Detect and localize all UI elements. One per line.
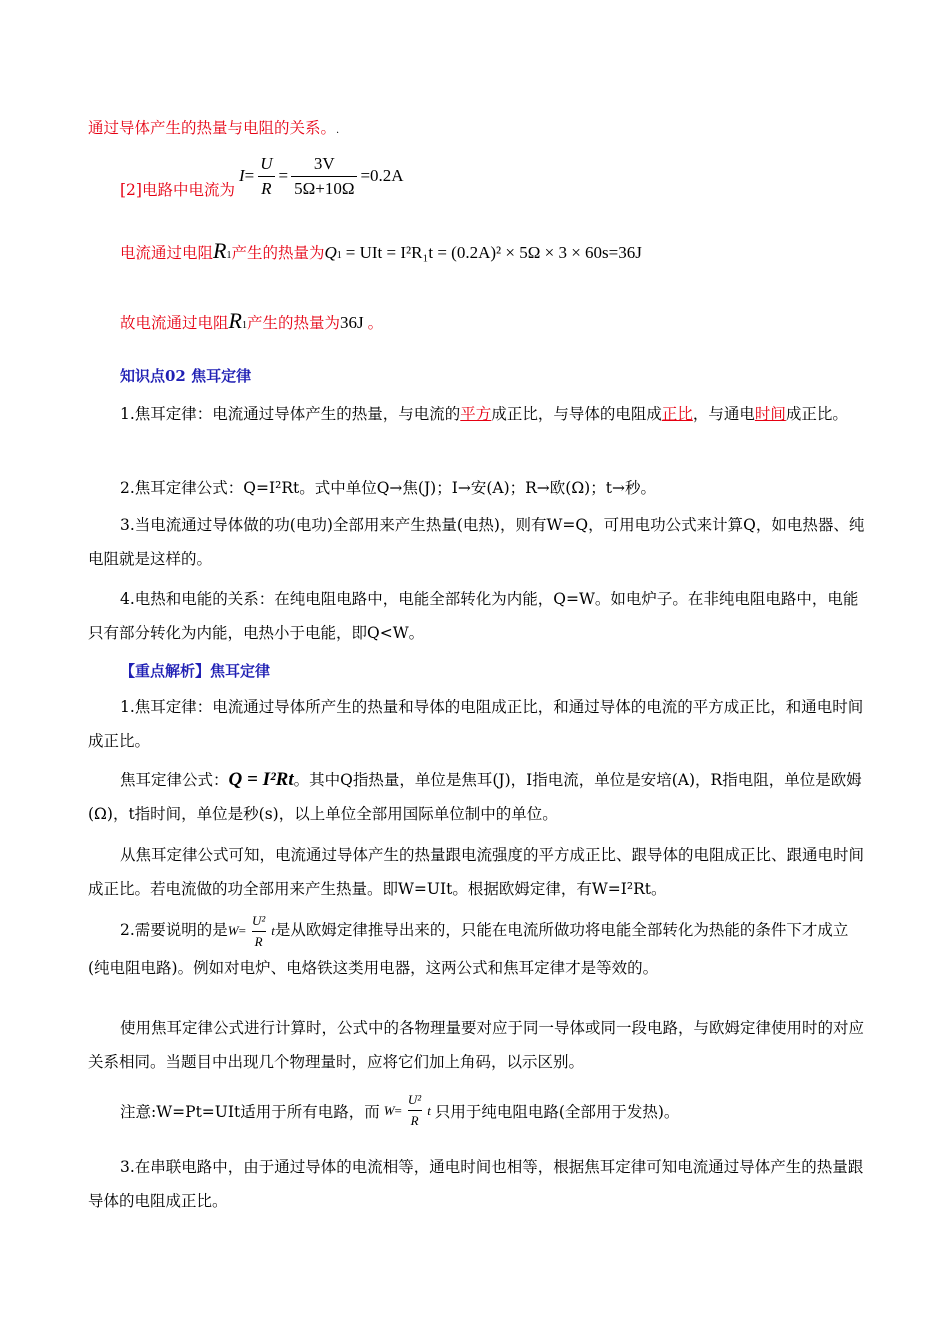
section-title-key-analysis: 【重点解析】焦耳定律 [120, 662, 271, 680]
analysis-derivation: 从焦耳定律公式可知，电流通过导体产生的热量跟电流强度的平方成正比、跟导体的电阻成正比、跟通电时间成正比。若电流做的功全部用来产生热量。即W=UIt。根据欧姆定律，有W=I²Rt。 [88, 846, 865, 898]
intro-line: 通过导体产生的热量与电阻的关系。. [88, 119, 340, 137]
current-formula: I = $\frac{U}{R}$ = $\frac{3V}{5\Omega+10\Omega}$ =0.2A [238, 153, 404, 198]
w-formula-2: W = $\frac{\text{U²}}{R}$ t [383, 1092, 431, 1128]
joule-law-formula: Q = I²Rt [228, 769, 294, 790]
analysis-point-1: 1.焦耳定律：电流通过导体所产生的热量和导体的电阻成正比，和通过导体的电流的平方成正比，和通电时间成正比。 [88, 698, 864, 750]
formula-explanation: 焦耳定律公式：Q = I²Rt。其中Q指热量，单位是焦耳(J)，I指电流，单位是安培(A)，R指电阻，单位是欧姆(Ω)，t指时间，单位是秒(s)，以上单位全部用国际单位制中的单位。 [88, 769, 862, 823]
w-formula: W = $\frac{\text{U²}}{R}$ t [227, 912, 275, 949]
current-calculation: [2]电路中电流为 I = $\frac{U}{R}$ = $\frac{3V}{5\Omega+10\Omega}$ =0.2A [120, 153, 404, 199]
u-over-r: $\frac{U}{R}$ [257, 154, 275, 199]
section-title-knowledge-02: 知识点02 焦耳定律 [120, 367, 252, 385]
knowledge-point-2: 2.焦耳定律公式：Q=I²Rt。式中单位Q→焦(J)；I→安(A)；R→欧(Ω)；t→秒。 [120, 479, 656, 497]
knowledge-point-1: 1.焦耳定律：电流通过导体产生的热量，与电流的平方成正比，与导体的电阻成正比，与通电时间成正比。 [120, 405, 848, 423]
knowledge-point-4: 4.电热和电能的关系：在纯电阻电路中，电能全部转化为内能，Q=W。如电炉子。在非纯电阻电路中，电能只有部分转化为内能，电热小于电能，即Q<W。 [88, 590, 859, 642]
analysis-point-2: 2.需要说明的是 W = $\frac{\text{U²}}{R}$ t 是从欧姆定律推导出来的，只能在电流所做功将电能全部转化为热能的条件下才成立(纯电阻电路)。例如对电炉、电烙铁这类用电器，这两公式和焦耳定律才是等效的。 [88, 912, 849, 977]
knowledge-point-3: 3.当电流通过导体做的功(电功)全部用来产生热量(电热)，则有W=Q，可用电功公式来计算Q，如电热器、纯电阻就是这样的。 [88, 516, 865, 568]
voltage-over-resistance: $\frac{3V}{5\Omega+10\Omega}$ [291, 154, 357, 199]
heat-conclusion: 故电流通过电阻 R $_1$ 产生的热量为 36J 。 [120, 308, 384, 333]
attention-note: 注意:W=Pt=UIt适用于所有电路，而 W = $\frac{\text{U²}}{R}$ t 只用于纯电阻电路(全部用于发热)。 [120, 1092, 680, 1128]
analysis-point-3: 3.在串联电路中，由于通过导体的电流相等，通电时间也相等，根据焦耳定律可知电流通过导体产生的热量跟导体的电阻成正比。 [88, 1158, 864, 1210]
usage-note: 使用焦耳定律公式进行计算时，公式中的各物理量要对应于同一导体或同一段电路，与欧姆定律使用时的对应关系相同。当题目中出现几个物理量时，应将它们加上角码，以示区别。 [88, 1019, 865, 1071]
heat-calculation: 电流通过电阻 R $_1$ 产生的热量为 Q 1 = UIt = I²R₁t = (0.2A)² × 5Ω × 3 × 60s=36J [120, 238, 642, 263]
paragraph-mark: . [336, 125, 340, 136]
